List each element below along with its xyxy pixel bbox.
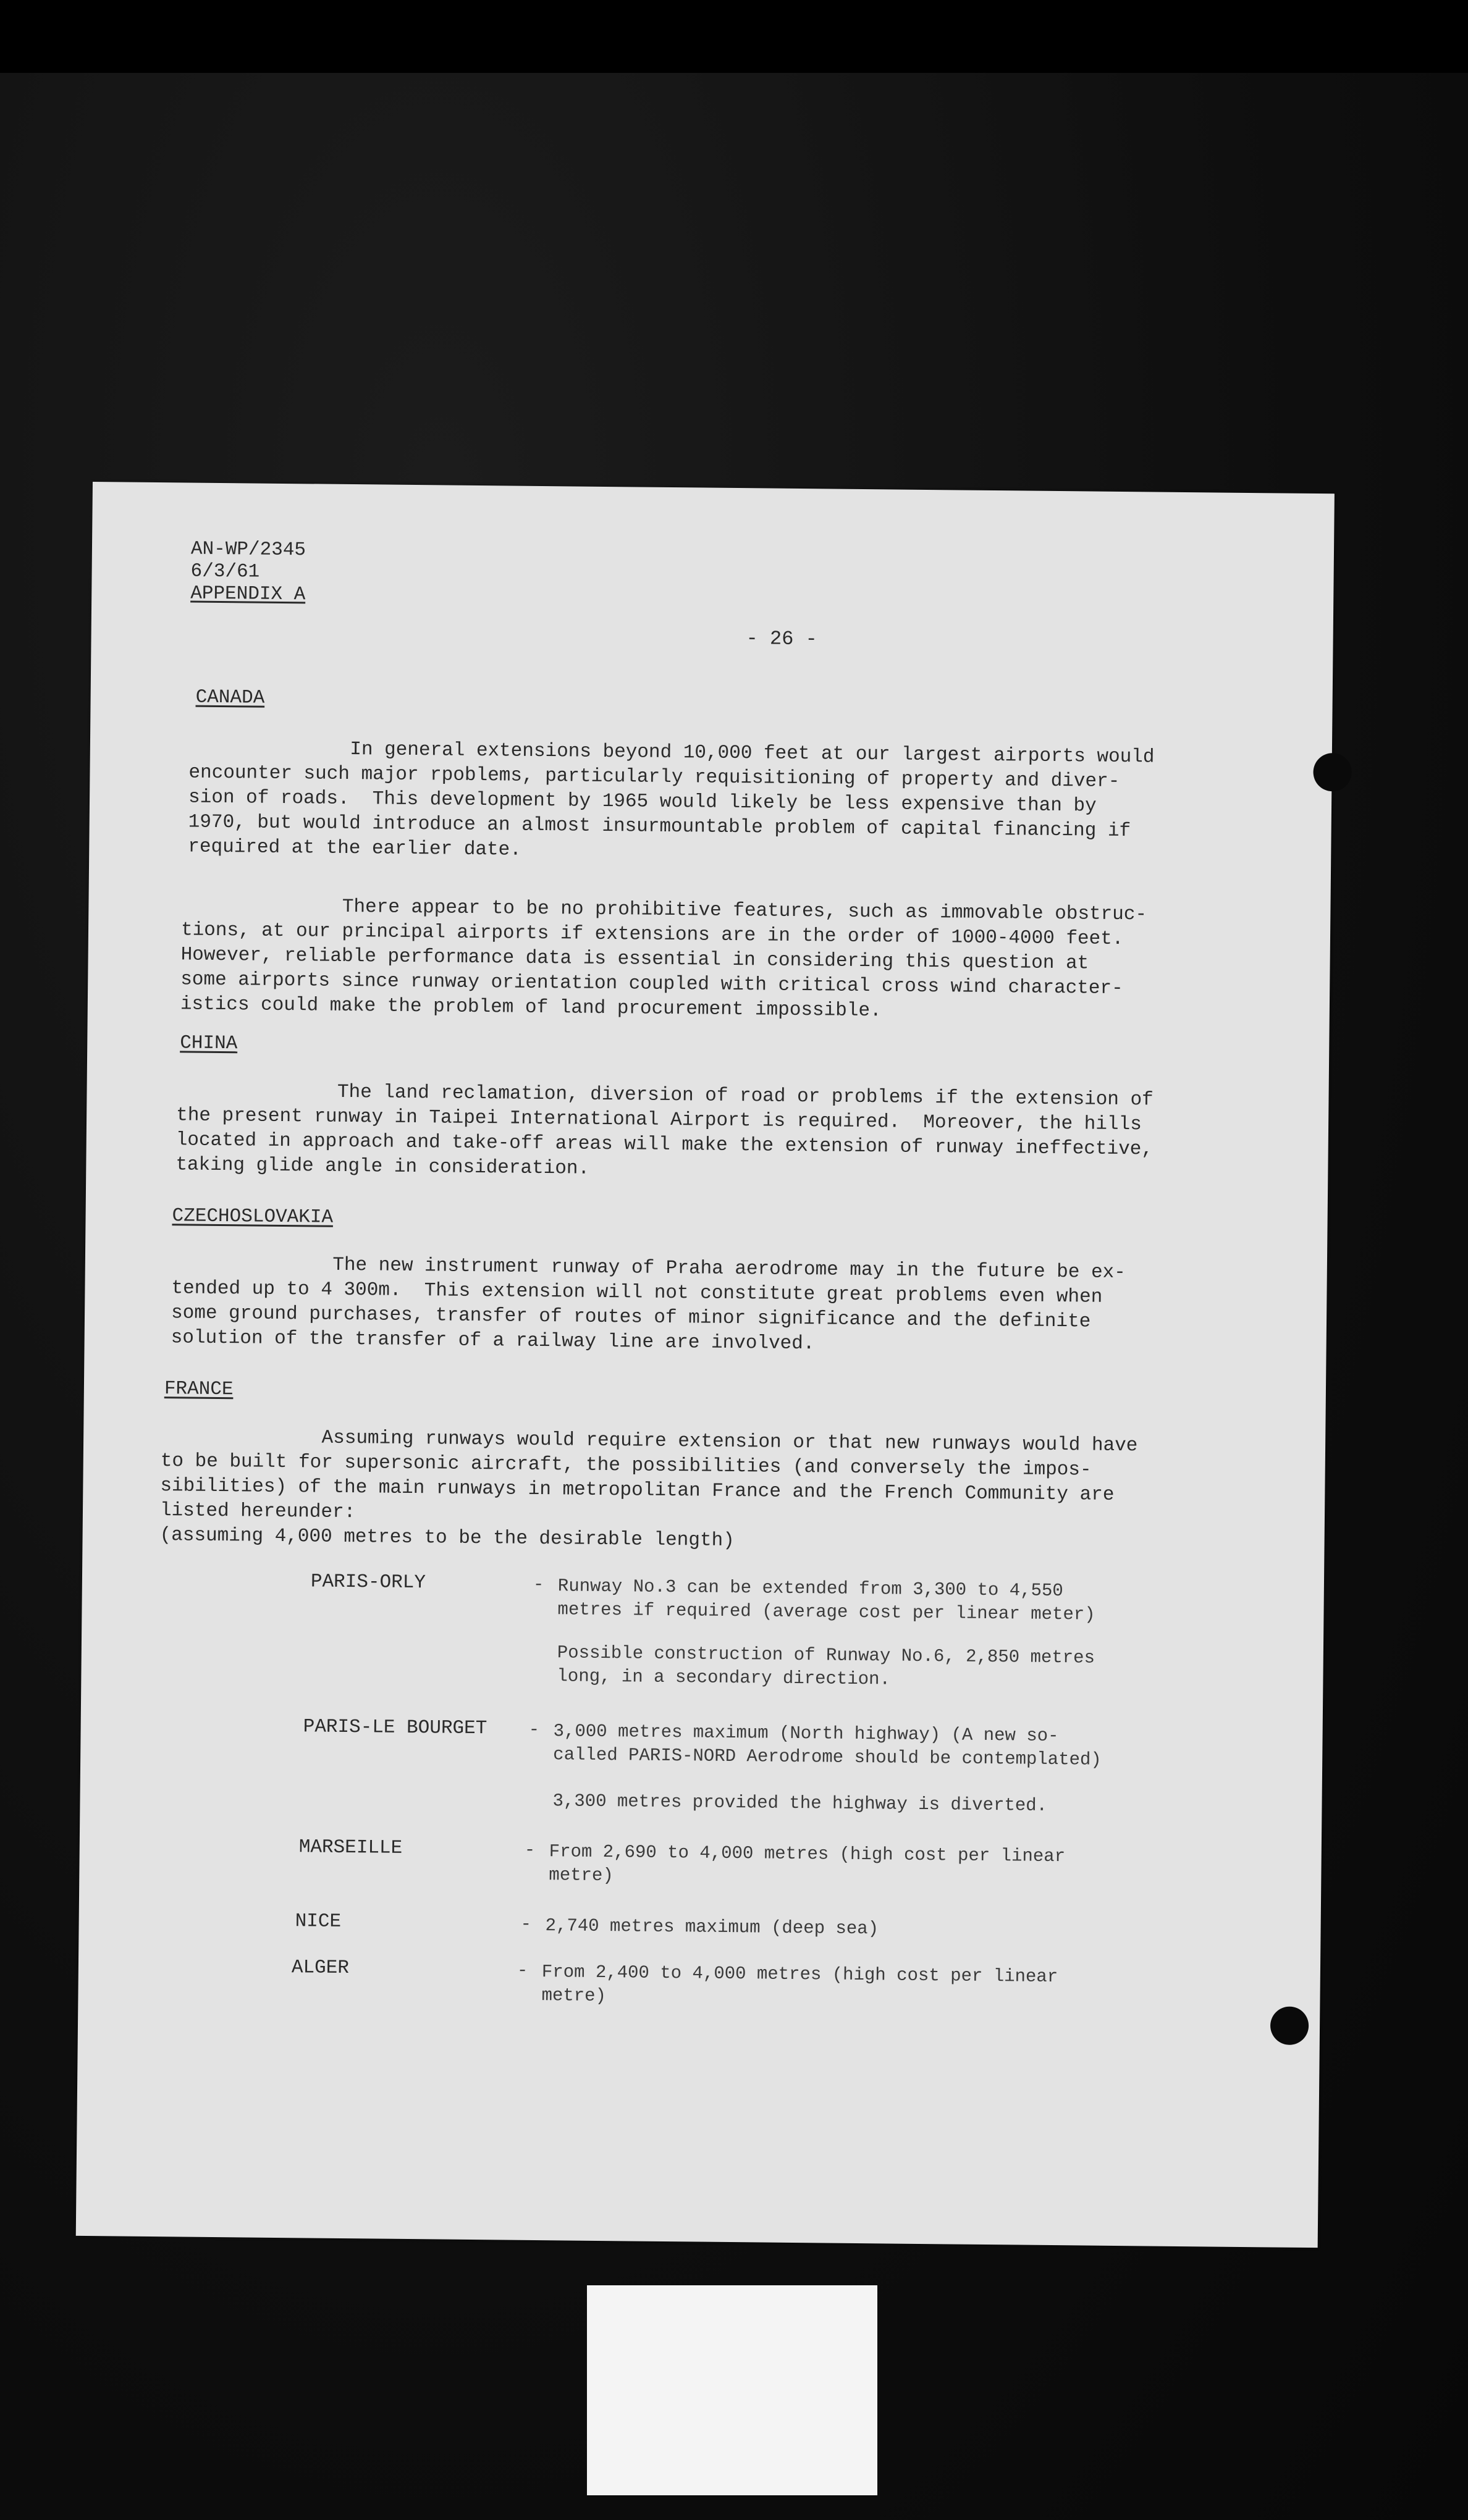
punch-hole [1313, 753, 1352, 792]
list-dash: - [524, 1839, 536, 1860]
paris-le-bourget-desc-1: 3,000 metres maximum (North highway) (A new so- called PARIS-NORD Aerodrome should be contemplated) [553, 1721, 1102, 1770]
section-heading-china: CHINA [180, 1032, 238, 1055]
document-page [76, 482, 1335, 2248]
list-dash: - [520, 1913, 532, 1934]
canada-paragraph-2: There appear to be no prohibitive features, such as immovable obstruc- tions, at our principal airports if extensions are in the order of 1000-4000 feet. However, reliable performance data is essential in considering this question at some airports since runway orientation coupled with critical cross wind character- istics could make the problem of land procurement impossible. [180, 894, 1147, 1022]
nice-desc: 2,740 metres maximum (deep sea) [545, 1915, 879, 1939]
czechoslovakia-paragraph: The new instrument runway of Praha aerodrome may in the future be ex- tended up to 4 300m. This extension will not constitute great problems even when some ground purchases, transfer of routes of minor significance and the definite solution of the transfer of a railway line are involved. [171, 1253, 1126, 1355]
france-paragraph: Assuming runways would require extension or that new runways would have to be built for supersonic aircraft, the possibilities (and conversely the impos- sibilities) of the main runways in metropolitan France and the French Community are listed hereunder: (assuming 4,000 metres to be the desirable length) [159, 1426, 1138, 1552]
page-number: - 26 - [746, 627, 818, 651]
appendix-label: APPENDIX A [190, 582, 306, 606]
china-paragraph: The land reclamation, diversion of road or problems if the extension of the present runway in Taipei International Airport is required. Moreover, the hills located in approach and take-off areas will make the extension of runway ineffective, taking glide angle in consideration. [175, 1080, 1154, 1180]
section-heading-france: FRANCE [164, 1378, 234, 1401]
paris-orly-desc-1: Runway No.3 can be extended from 3,300 to 4,550 metres if required (average cost per linear meter) [557, 1576, 1095, 1625]
list-dash: - [528, 1719, 540, 1741]
airport-name-marseille: MARSEILLE [298, 1836, 403, 1859]
airport-name-paris-orly: PARIS-ORLY [310, 1571, 426, 1594]
marseille-desc: From 2,690 to 4,000 metres (high cost per linear metre) [549, 1841, 1066, 1886]
document-header [190, 539, 306, 607]
section-heading-czechoslovakia: CZECHOSLOVAKIA [172, 1205, 334, 1228]
airport-name-alger: ALGER [291, 1957, 350, 1980]
section-heading-canada: CANADA [195, 686, 265, 709]
punch-hole [1270, 2006, 1309, 2045]
doc-reference: AN-WP/2345 [190, 538, 306, 561]
paris-le-bourget-desc-2: 3,300 metres provided the highway is diverted. [552, 1791, 1048, 1816]
blank-card-tab [587, 2285, 877, 2495]
alger-desc: From 2,400 to 4,000 metres (high cost per linear metre) [541, 1962, 1058, 2007]
canada-paragraph-1: In general extensions beyond 10,000 feet at our largest airports would encounter such major rpoblems, particularly requisitioning of property and diver- sion of roads. This development by 1965 would likely be less expensive than by 1970, but would introduce an almost insurmountable problem of capital financing if required at the earlier date. [188, 737, 1155, 861]
list-dash: - [517, 1960, 528, 1981]
scanner-top-band [0, 0, 1468, 73]
paris-orly-desc-2: Possible construction of Runway No.6, 2,850 metres long, in a secondary direction. [557, 1642, 1095, 1690]
doc-date: 6/3/61 [190, 560, 260, 583]
airport-name-paris-le-bourget: PARIS-LE BOURGET [303, 1716, 487, 1740]
list-dash: - [533, 1574, 544, 1595]
airport-name-nice: NICE [295, 1910, 342, 1933]
